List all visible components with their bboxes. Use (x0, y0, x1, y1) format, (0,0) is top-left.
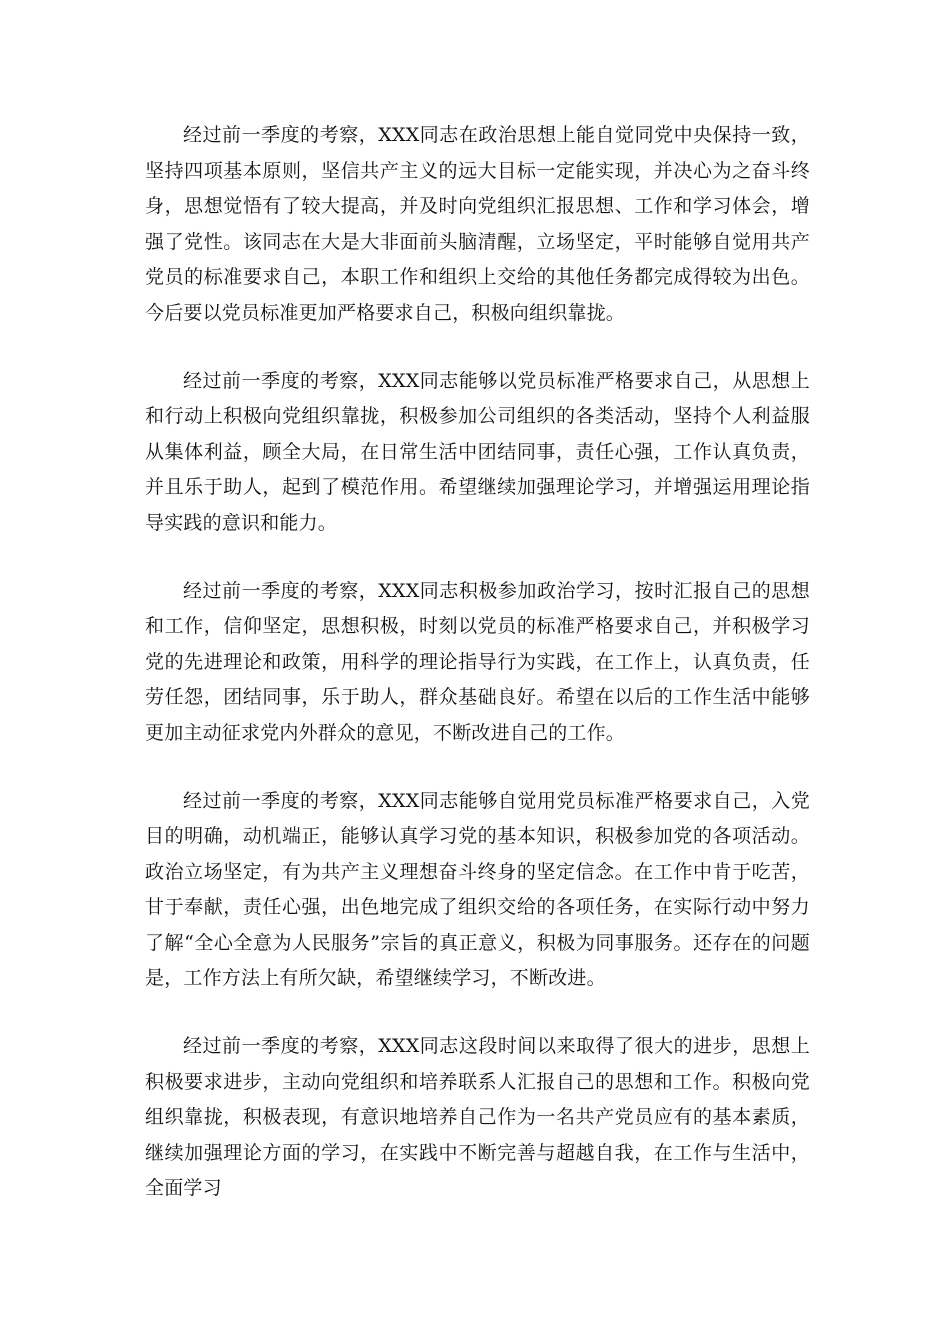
paragraph-3: 经过前一季度的考察，XXX同志积极参加政治学习，按时汇报自己的思想和工作，信仰坚定，思想积极，时刻以党员的标准严格要求自己，并积极学习党的先进理论和政策，用科学的理论指导行为实践，在工作上，认真负责，任劳任怨，团结同事，乐于助人，群众基础良好。希望在以后的工作生活中能够更加主动征求党内外群众的意见，不断改进自己的工作。 (145, 579, 810, 744)
paragraph-2: 经过前一季度的考察，XXX同志能够以党员标准严格要求自己，从思想上和行动上积极向党组织靠拢，积极参加公司组织的各类活动，坚持个人利益服从集体利益，顾全大局，在日常生活中团结同事，责任心强，工作认真负责，并且乐于助人，起到了模范作用。希望继续加强理论学习，并增强运用理论指导实践的意识和能力。 (145, 369, 810, 534)
paragraph-1: 经过前一季度的考察，XXX同志在政治思想上能自觉同党中央保持一致，坚持四项基本原则，坚信共产主义的远大目标一定能实现，并决心为之奋斗终身，思想觉悟有了较大提高，并及时向党组织汇报思想、工作和学习体会，增强了党性。该同志在大是大非面前头脑清醒，立场坚定，平时能够自觉用共产党员的标准要求自己，本职工作和组织上交给的其他任务都完成得较为出色。今后要以党员标准更加严格要求自己，积极向组织靠拢。 (145, 124, 810, 324)
paragraph-5: 经过前一季度的考察，XXX同志这段时间以来取得了很大的进步，思想上积极要求进步，主动向党组织和培养联系人汇报自己的思想和工作。积极向党组织靠拢，积极表现，有意识地培养自己作为一名共产党员应有的基本素质，继续加强理论方面的学习，在实践中不断完善与超越自我，在工作与生活中，全面学习 (145, 1035, 810, 1200)
paragraph-4: 经过前一季度的考察，XXX同志能够自觉用党员标准严格要求自己，入党目的明确，动机端正，能够认真学习党的基本知识，积极参加党的各项活动。政治立场坚定，有为共产主义理想奋斗终身的坚定信念。在工作中肯于吃苦，甘于奉献，责任心强，出色地完成了组织交给的各项任务，在实际行动中努力了解“全心全意为人民服务”宗旨的真正意义，积极为同事服务。还存在的问题是，工作方法上有所欠缺，希望继续学习，不断改进。 (145, 789, 810, 990)
document-body (145, 118, 810, 1239)
